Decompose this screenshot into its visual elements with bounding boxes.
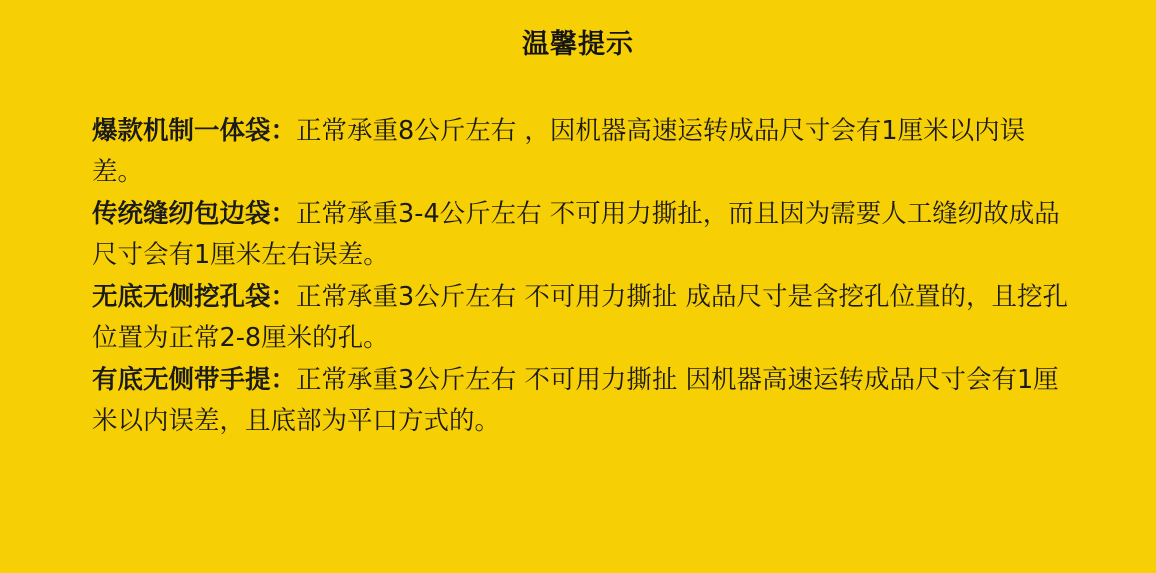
notice-body [0,61,1156,442]
page-title: 温馨提示 [522,29,634,60]
notice-paragraph [92,194,1068,276]
notice-paragraph-text: 正常承重3公斤左右 不可用力撕扯 成品尺寸是含挖孔位置的，且挖孔位置为正常2-8厘米的孔。 [92,282,1068,353]
notice-paragraph-lead: 传统缝纫包边袋： [92,199,297,229]
notice-paragraph-lead: 爆款机制一体袋： [92,116,297,146]
notice-paragraph [92,111,1068,193]
notice-paragraph-lead: 有底无侧带手提： [92,365,297,395]
notice-paragraph-text: 正常承重8公斤左右 ，因机器高速运转成品尺寸会有1厘米以内误差。 [92,116,1026,187]
notice-paragraph-lead: 无底无侧挖孔袋： [92,282,297,312]
notice-paragraph-text: 正常承重3-4公斤左右 不可用力撕扯，而且因为需要人工缝纫故成品尺寸会有1厘米左右误差。 [92,199,1060,270]
notice-paragraph [92,277,1068,359]
notice-paragraph-text: 正常承重3公斤左右 不可用力撕扯 因机器高速运转成品尺寸会有1厘米以内误差，且底部为平口方式的。 [92,365,1059,436]
notice-paragraph [92,360,1068,442]
